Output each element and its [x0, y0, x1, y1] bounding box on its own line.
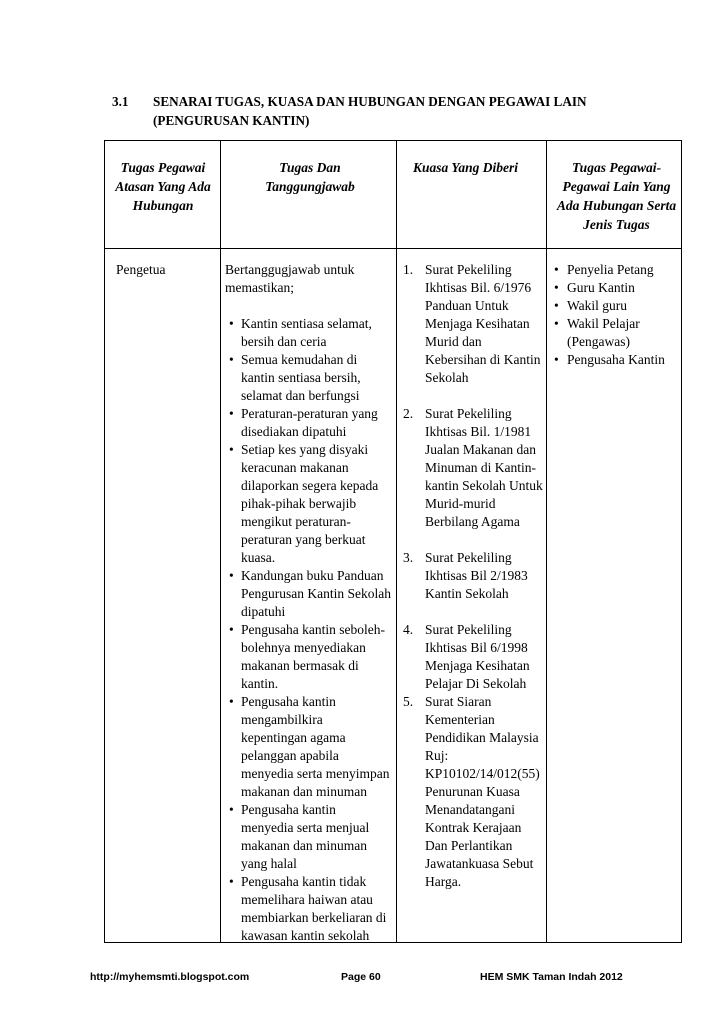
- power-number: 1.: [403, 262, 414, 277]
- other-officer-item: • Guru Kantin: [553, 279, 679, 297]
- other-officer-item: • Wakil guru: [553, 297, 679, 315]
- cell-officer: Pengetua: [116, 262, 166, 277]
- power-item: [403, 693, 543, 891]
- footer-url: http://myhemsmti.blogspot.com: [90, 971, 250, 983]
- duty-item: • Peraturan-peraturan yang disediakan dipatuhi: [225, 405, 391, 441]
- column-divider: [396, 141, 397, 942]
- power-text: Surat Pekeliling Ikhtisas Bil 2/1983 Kantin Sekolah: [425, 550, 528, 601]
- header-duties: Tugas Dan Tanggungjawab: [265, 160, 355, 194]
- power-number: 2.: [403, 406, 414, 421]
- duties-table: [104, 140, 682, 943]
- header-divider: [105, 248, 681, 249]
- section-title: SENARAI TUGAS, KUASA DAN HUBUNGAN DENGAN PEGAWAI LAIN (PENGURUSAN KANTIN): [153, 94, 587, 128]
- power-text: Surat Siaran Kementerian Pendidikan Malaysia Ruj: KP10102/14/012(55) Penurunan Kuasa Menandatangani Kontrak Kerajaan Dan Perlantikan Jawatankuasa Sebut Harga.: [425, 694, 540, 889]
- duty-item: • Pengusaha kantin menyedia serta menjual makanan dan minuman yang halal: [225, 801, 391, 873]
- duty-item: • Pengusaha kantin seboleh-bolehnya menyediakan makanan bermasak di kantin.: [225, 621, 391, 693]
- duty-item: • Kantin sentiasa selamat, bersih dan ceria: [225, 315, 391, 351]
- power-text: Surat Pekeliling Ikhtisas Bil. 6/1976 Panduan Untuk Menjaga Kesihatan Murid dan Kebersihan di Kantin Sekolah: [425, 262, 541, 385]
- power-item: [403, 549, 543, 603]
- other-officer-item: • Wakil Pelajar (Pengawas): [553, 315, 679, 351]
- column-divider: [546, 141, 547, 942]
- footer-school: HEM SMK Taman Indah 2012: [480, 971, 623, 983]
- footer-page-number: Page 60: [341, 971, 381, 983]
- power-text: Surat Pekeliling Ikhtisas Bil 6/1998 Menjaga Kesihatan Pelajar Di Sekolah: [425, 622, 530, 691]
- header-other-officers: Tugas Pegawai-Pegawai Lain Yang Ada Hubungan Serta Jenis Tugas: [556, 160, 677, 232]
- column-divider: [220, 141, 221, 942]
- cell-duties: [225, 261, 391, 945]
- power-number: 3.: [403, 550, 414, 565]
- other-officer-item: • Penyelia Petang: [553, 261, 679, 279]
- power-item: [403, 261, 543, 387]
- duty-item: • Pengusaha kantin tidak memelihara haiwan atau membiarkan berkeliaran di kawasan kantin sekolah: [225, 873, 391, 945]
- other-officer-item: • Pengusaha Kantin: [553, 351, 679, 369]
- power-number: 5.: [403, 694, 414, 709]
- cell-other-officers: [553, 261, 679, 369]
- cell-powers: [403, 261, 543, 891]
- other-officers-list: [553, 261, 679, 369]
- power-text: Surat Pekeliling Ikhtisas Bil. 1/1981 Jualan Makanan dan Minuman di Kantin-kantin Sekolah Untuk Murid-murid Berbilang Agama: [425, 406, 543, 529]
- section-number: 3.1: [112, 94, 129, 109]
- power-item: [403, 405, 543, 531]
- power-item: [403, 621, 543, 693]
- duties-list: [225, 315, 391, 945]
- duties-intro: Bertanggugjawab untuk memastikan;: [225, 262, 355, 295]
- duty-item: • Setiap kes yang disyaki keracunan makanan dilaporkan segera kepada pihak-pihak berwajib mengikut peraturan-peraturan yang berkuat kuasa.: [225, 441, 391, 567]
- header-superior-officer: Tugas Pegawai Atasan Yang Ada Hubungan: [115, 160, 211, 213]
- duty-item: • Kandungan buku Panduan Pengurusan Kantin Sekolah dipatuhi: [225, 567, 391, 621]
- power-number: 4.: [403, 622, 414, 637]
- duty-item: • Pengusaha kantin mengambilkira kepentingan agama pelanggan apabila menyedia serta menyimpan makanan dan minuman: [225, 693, 391, 801]
- duty-item: • Semua kemudahan di kantin sentiasa bersih, selamat dan berfungsi: [225, 351, 391, 405]
- header-powers: Kuasa Yang Diberi: [413, 160, 519, 175]
